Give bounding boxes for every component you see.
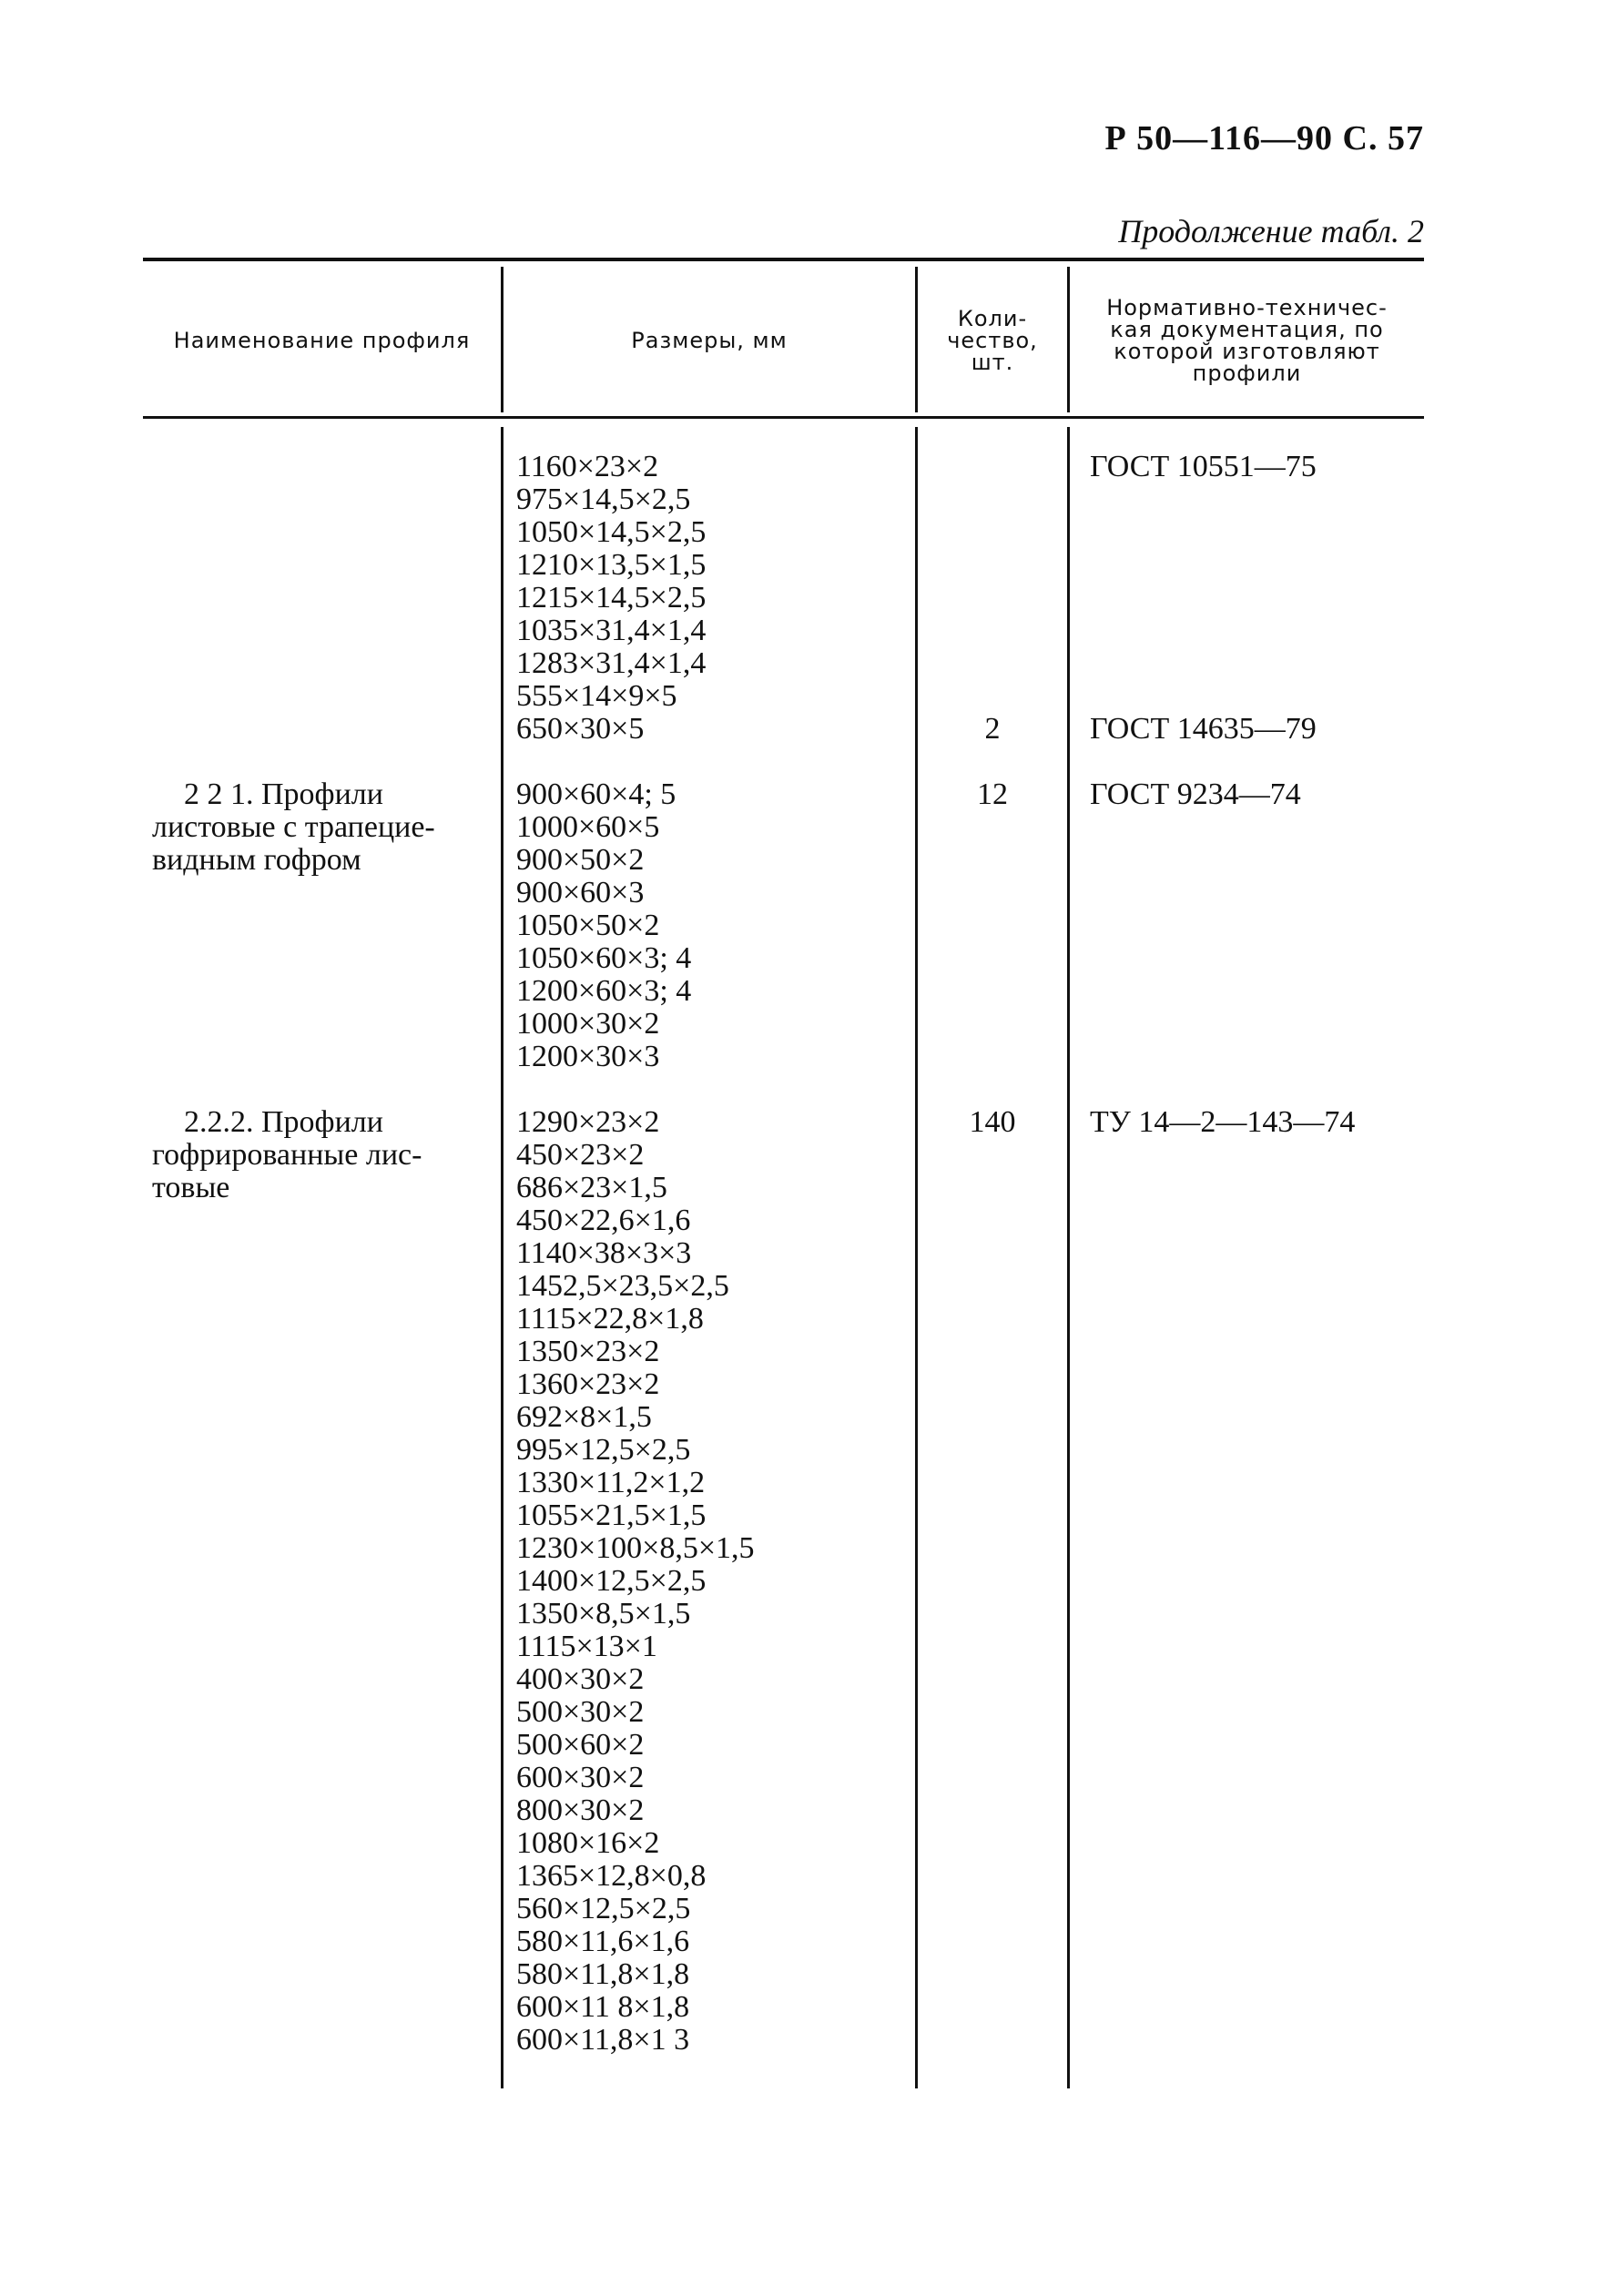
column-divider (501, 427, 504, 2088)
header-dimensions: Размеры, мм (631, 328, 788, 353)
dimension-value: 1360×23×2 (516, 1367, 660, 1401)
profiles-table (143, 258, 1424, 2097)
quantity-value: 2 (984, 712, 1001, 746)
dimension-value: 600×30×2 (516, 1761, 645, 1794)
normative-doc: ТУ 14—2—143—74 (1090, 1105, 1356, 1139)
dimension-value: 1452,5×23,5×2,5 (516, 1269, 729, 1303)
dimension-value: 1140×38×3×3 (516, 1236, 692, 1270)
profile-name-line: товые (152, 1171, 230, 1204)
dimension-value: 1035×31,4×1,4 (516, 614, 707, 647)
dimension-value: 600×11,8×1 3 (516, 2023, 690, 2057)
dimension-value: 500×30×2 (516, 1695, 645, 1729)
dimension-value: 580×11,8×1,8 (516, 1957, 690, 1991)
dimension-value: 600×11 8×1,8 (516, 1990, 690, 2024)
dimension-value: 900×50×2 (516, 843, 645, 877)
dimension-list (516, 1106, 908, 2057)
dimension-value: 560×12,5×2,5 (516, 1892, 691, 1925)
dimension-value: 1050×60×3; 4 (516, 941, 692, 975)
dimension-value: 995×12,5×2,5 (516, 1433, 691, 1467)
page-reference: Р 50—116—90 С. 57 (1104, 119, 1424, 157)
header-normative-docs: Нормативно-техничес- кая документация, по которой изготовляют профили (1106, 295, 1388, 386)
dimension-value: 1210×13,5×1,5 (516, 548, 707, 582)
dimension-value: 1115×13×1 (516, 1630, 657, 1663)
dimension-value: 1080×16×2 (516, 1826, 660, 1860)
profile-name-line: видным гофром (152, 843, 361, 877)
dimension-value: 450×22,6×1,6 (516, 1204, 691, 1237)
dimension-value: 500×60×2 (516, 1728, 645, 1762)
dimension-value: 1290×23×2 (516, 1105, 660, 1139)
table-top-rule (143, 258, 1424, 261)
dimension-value: 1000×30×2 (516, 1007, 660, 1041)
profile-name-line: листовые с трапецие- (152, 810, 435, 844)
header-quantity: Коли- чество, шт. (947, 306, 1038, 375)
dimension-value: 1350×8,5×1,5 (516, 1597, 691, 1631)
dimension-value: 900×60×3 (516, 876, 645, 909)
dimension-list (516, 778, 908, 1073)
dimension-value: 650×30×5 (516, 712, 645, 746)
dimension-value: 555×14×9×5 (516, 679, 677, 713)
dimension-value: 1283×31,4×1,4 (516, 646, 707, 680)
dimension-value: 692×8×1,5 (516, 1400, 652, 1434)
profile-name-line: 2 2 1. Профили (184, 777, 383, 811)
table-caption: Продолжение табл. 2 (1118, 213, 1424, 249)
dimension-value: 800×30×2 (516, 1793, 645, 1827)
dimension-value: 1050×50×2 (516, 909, 660, 942)
dimension-value: 1365×12,8×0,8 (516, 1859, 707, 1893)
normative-doc: ГОСТ 10551—75 (1090, 450, 1317, 483)
dimension-value: 580×11,6×1,6 (516, 1925, 690, 1958)
column-divider (915, 427, 918, 2088)
dimension-value: 1160×23×2 (516, 450, 659, 483)
dimension-value: 1115×22,8×1,8 (516, 1302, 704, 1336)
dimension-value: 900×60×4; 5 (516, 777, 676, 811)
dimension-value: 400×30×2 (516, 1662, 645, 1696)
dimension-value: 1200×30×3 (516, 1040, 660, 1073)
dimension-value: 975×14,5×2,5 (516, 483, 691, 516)
dimension-value: 450×23×2 (516, 1138, 645, 1172)
dimension-value: 1215×14,5×2,5 (516, 581, 707, 615)
dimension-value: 1400×12,5×2,5 (516, 1564, 707, 1598)
normative-doc: ГОСТ 9234—74 (1090, 777, 1301, 811)
dimension-value: 1050×14,5×2,5 (516, 515, 707, 549)
dimension-value: 1230×100×8,5×1,5 (516, 1531, 755, 1565)
header-bottom-rule (143, 416, 1424, 419)
dimension-value: 1330×11,2×1,2 (516, 1466, 706, 1499)
profile-name-line: гофрированные лис- (152, 1138, 422, 1172)
dimension-value: 1055×21,5×1,5 (516, 1498, 707, 1532)
profile-name-line: 2.2.2. Профили (184, 1105, 383, 1139)
column-divider (1067, 427, 1070, 2088)
dimension-value: 1350×23×2 (516, 1335, 660, 1368)
normative-doc: ГОСТ 14635—79 (1090, 712, 1317, 746)
dimension-value: 1000×60×5 (516, 810, 660, 844)
header-profile-name: Наименование профиля (173, 328, 471, 353)
quantity-value: 12 (977, 777, 1008, 811)
dimension-value: 686×23×1,5 (516, 1171, 667, 1204)
dimension-value: 1200×60×3; 4 (516, 974, 692, 1008)
quantity-value: 140 (969, 1105, 1016, 1139)
dimension-list (516, 451, 908, 746)
